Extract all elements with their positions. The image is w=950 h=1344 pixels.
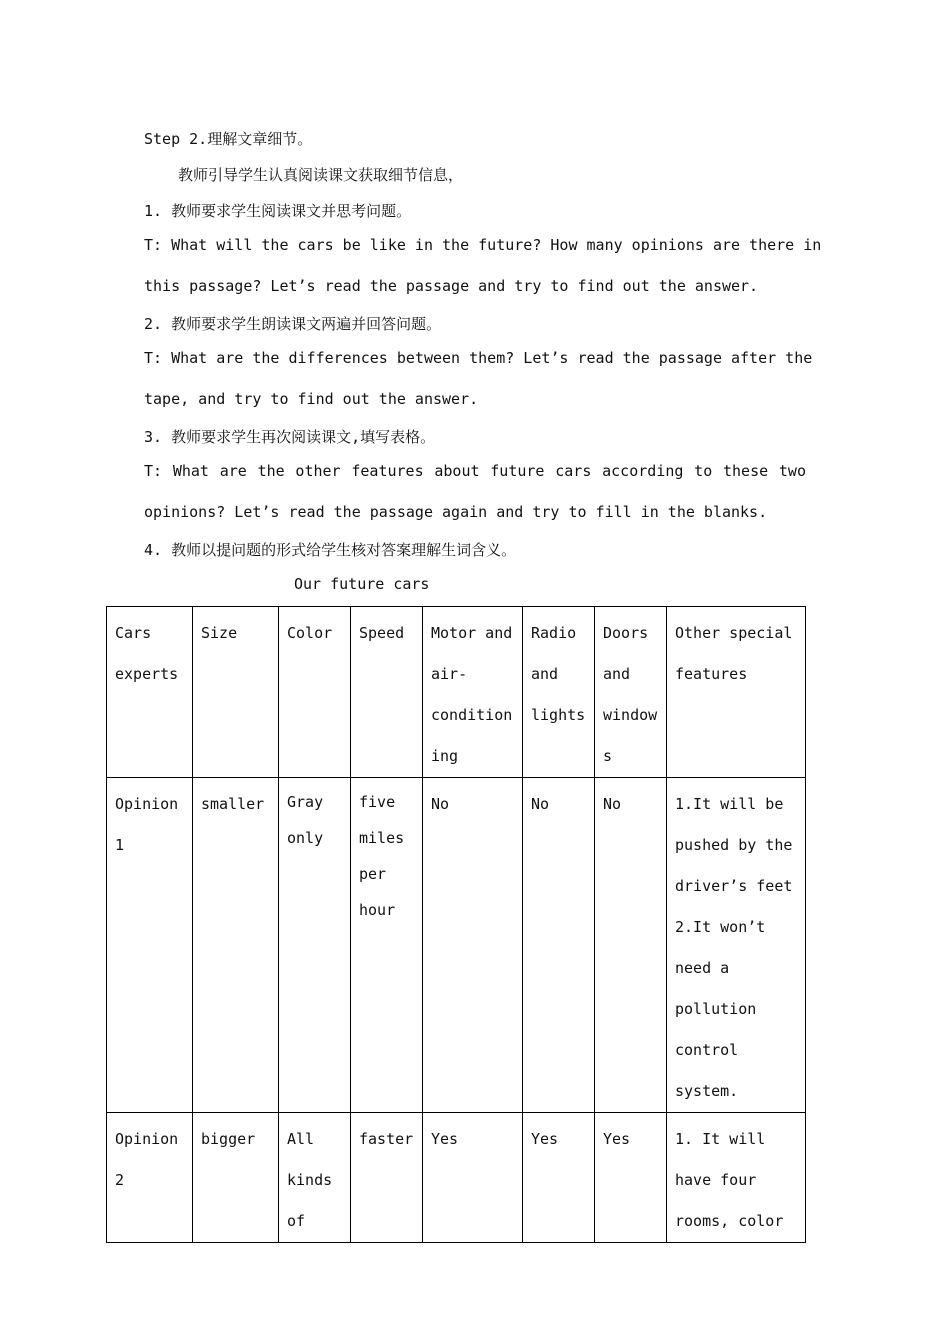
table-cell (595, 1113, 667, 1243)
cell-text: air- (431, 665, 468, 683)
cell-text: s (603, 747, 613, 765)
cell-text: per (359, 865, 387, 883)
cell-text: Other special (675, 624, 793, 642)
cell-text: 1 (115, 836, 125, 854)
teacher-line-1a: T: What will the cars be like in the future? How many opinions are there in (144, 236, 822, 254)
cell-text: Radio (531, 624, 577, 642)
cell-text: bigger (201, 1130, 256, 1148)
cell-text: Opinion (115, 1130, 179, 1148)
cell-text: faster (359, 1130, 414, 1148)
teacher-line-3a: T: What are the other features about future cars according to these two (144, 462, 806, 480)
question-2: 2. 教师要求学生朗读课文两遍并回答问题。 (144, 315, 442, 333)
cell-text: window (603, 706, 658, 724)
teacher-line-2b: tape, and try to find out the answer. (144, 390, 479, 408)
table-cell (523, 607, 595, 778)
cell-text: control (675, 1041, 739, 1059)
cell-text: Doors (603, 624, 649, 642)
table-cell (595, 778, 667, 1113)
table-cell (595, 607, 667, 778)
cell-text: No (603, 795, 622, 813)
cell-text: Motor and (431, 624, 513, 642)
step-heading: Step 2.理解文章细节。 (144, 130, 313, 148)
cell-text: need a (675, 959, 730, 977)
cell-text: lights (531, 706, 586, 724)
cell-text: kinds (287, 1171, 333, 1189)
table-cell (667, 1113, 806, 1243)
cell-text: have four (675, 1171, 757, 1189)
cell-text: system. (675, 1082, 739, 1100)
cell-text: smaller (201, 795, 265, 813)
cell-text: pushed by the (675, 836, 793, 854)
table-cell (351, 1113, 423, 1243)
cell-text: experts (115, 665, 179, 683)
teacher-line-2a: T: What are the differences between them? Let’s read the passage after the (144, 349, 813, 367)
teacher-line-3b: opinions? Let’s read the passage again and try to fill in the blanks. (144, 503, 768, 521)
question-1: 1. 教师要求学生阅读课文并思考问题。 (144, 202, 412, 220)
cell-text: 1.It will be (675, 795, 784, 813)
table-row (107, 1113, 806, 1243)
cell-text: features (675, 665, 748, 683)
cell-text: Cars (115, 624, 152, 642)
cell-text: Yes (603, 1130, 631, 1148)
table-cell (279, 1113, 351, 1243)
question-3: 3. 教师要求学生再次阅读课文,填写表格。 (144, 428, 436, 446)
cell-text: No (431, 795, 450, 813)
question-4: 4. 教师以提问题的形式给学生核对答案理解生词含义。 (144, 541, 517, 559)
table-cell (667, 607, 806, 778)
cell-text: rooms, color (675, 1212, 784, 1230)
cell-text: only (287, 829, 324, 847)
table-cell (667, 778, 806, 1113)
table-cell (523, 1113, 595, 1243)
table-row (107, 778, 806, 1113)
table-cell (523, 778, 595, 1113)
cell-text: Yes (531, 1130, 559, 1148)
cell-text: Yes (431, 1130, 459, 1148)
table-cell (279, 607, 351, 778)
cell-text: Gray (287, 793, 324, 811)
table-cell (423, 778, 523, 1113)
cell-text: and (603, 665, 631, 683)
table-cell (107, 778, 193, 1113)
cell-text: 2 (115, 1171, 125, 1189)
table-cell (351, 778, 423, 1113)
cell-text: and (531, 665, 559, 683)
cell-text: five (359, 793, 396, 811)
cell-text: No (531, 795, 550, 813)
cell-text: pollution (675, 1000, 757, 1018)
cell-text: hour (359, 901, 396, 919)
table-cell (423, 607, 523, 778)
cell-text: 1. It will (675, 1130, 766, 1148)
teacher-line-1b: this passage? Let’s read the passage and try to find out the answer. (144, 277, 759, 295)
cell-text: miles (359, 829, 405, 847)
table-cell (351, 607, 423, 778)
table-header-row (107, 607, 806, 778)
cell-text: Speed (359, 624, 405, 642)
cell-text: 2.It won’t (675, 918, 766, 936)
table-cell (423, 1113, 523, 1243)
cell-text: Color (287, 624, 333, 642)
table-cell (279, 778, 351, 1113)
table-cell (107, 607, 193, 778)
cell-text: driver’s feet (675, 877, 793, 895)
table-cell (107, 1113, 193, 1243)
cell-text: condition (431, 706, 513, 724)
future-cars-table (106, 606, 806, 1243)
cell-text: All (287, 1130, 315, 1148)
cell-text: of (287, 1212, 306, 1230)
cell-text: ing (431, 747, 459, 765)
table-caption: Our future cars (294, 575, 430, 593)
table-cell (193, 1113, 279, 1243)
cell-text: Opinion (115, 795, 179, 813)
table-cell (193, 778, 279, 1113)
cell-text: Size (201, 624, 238, 642)
intro-text: 教师引导学生认真阅读课文获取细节信息， (178, 166, 464, 184)
table-cell (193, 607, 279, 778)
